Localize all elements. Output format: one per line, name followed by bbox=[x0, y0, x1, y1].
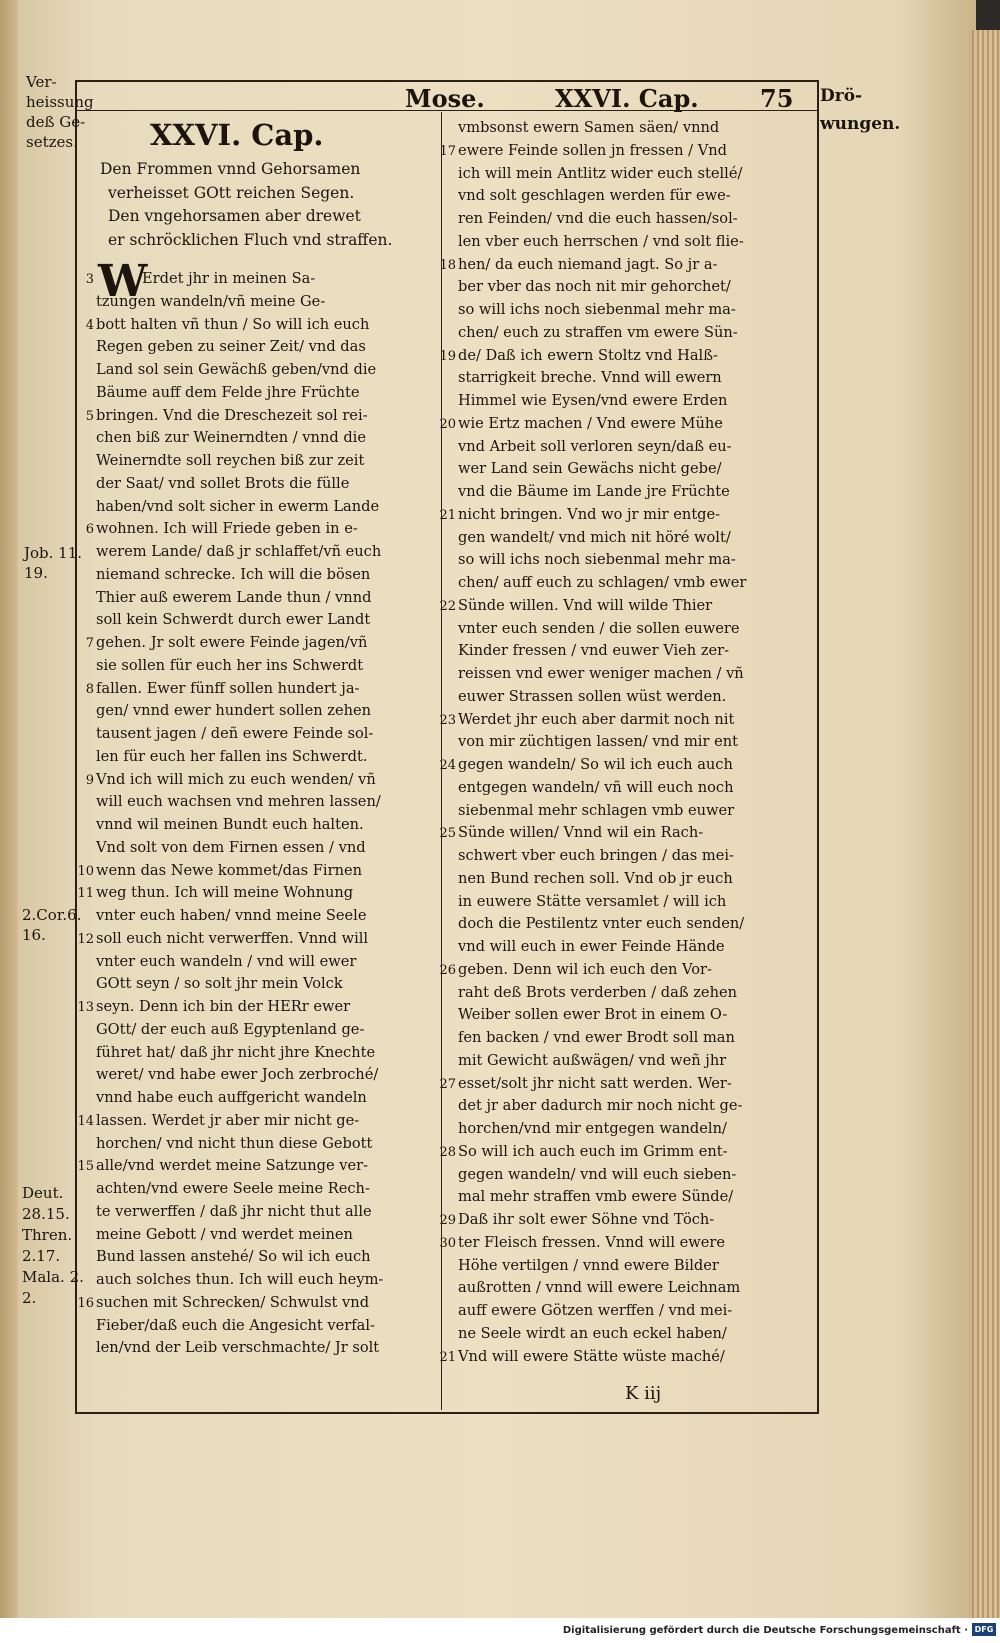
right-line: vnd Arbeit soll verloren seyn/daß eu- bbox=[458, 437, 732, 455]
left-line: will euch wachsen vnd mehren lassen/ bbox=[96, 793, 381, 811]
left-line: Weinerndte soll reychen biß zur zeit bbox=[96, 452, 365, 469]
right-line: siebenmal mehr schlagen vmb euwer bbox=[458, 801, 735, 819]
verse-number: 24 bbox=[439, 758, 456, 773]
left-line: bringen. Vnd die Dreschezeit sol rei- bbox=[96, 406, 368, 424]
left-line: horchen/ vnd nicht thun diese Gebott bbox=[96, 1134, 373, 1152]
verse-number: 8 bbox=[85, 681, 94, 697]
right-line: ren Feinden/ vnd die euch hassen/sol- bbox=[458, 210, 738, 227]
right-line: mal mehr straffen vmb ewere Sünde/ bbox=[458, 1188, 734, 1206]
left-line: soll euch nicht verwerffen. Vnnd will bbox=[96, 929, 369, 947]
verse-number: 11 bbox=[77, 886, 94, 902]
verse-number: 7 bbox=[85, 636, 94, 651]
right-line: hen/ da euch niemand jagt. So jr a- bbox=[458, 255, 718, 273]
right-line: det jr aber dadurch mir noch nicht ge- bbox=[458, 1097, 743, 1115]
summary-line: verheisset GOtt reichen Segen. bbox=[108, 183, 355, 202]
left-line: haben/vnd solt sicher in ewerm Lande bbox=[96, 497, 380, 515]
left-line: niemand schrecke. Ich will die bösen bbox=[96, 565, 371, 583]
verse-number: 10 bbox=[77, 863, 94, 879]
verse-number: 22 bbox=[439, 598, 456, 614]
chapter-summary bbox=[100, 158, 430, 252]
margin-ref-job: Job. 11. 19. bbox=[24, 544, 83, 582]
left-line: meine Gebott / vnd werdet meinen bbox=[96, 1225, 353, 1243]
right-line: gegen wandeln/ So wil ich euch auch bbox=[458, 756, 733, 773]
left-line: lassen. Werdet jr aber mir nicht ge- bbox=[96, 1111, 360, 1129]
right-line: auff ewere Götzen werffen / vnd mei- bbox=[458, 1302, 733, 1319]
left-line: tausent jagen / deñ ewere Feinde sol- bbox=[96, 725, 374, 742]
right-line: in euwere Stätte versamlet / will ich bbox=[458, 892, 727, 910]
chapter-title: XXVI. Cap. bbox=[150, 118, 324, 152]
left-line: wohnen. Ich will Friede geben in e- bbox=[96, 520, 358, 538]
margin-ref-deuteronomy: Deut. 28.15. Thren. 2.17. Mala. 2. 2. bbox=[22, 1184, 84, 1307]
left-line: vnnd habe euch auffgericht wandeln bbox=[96, 1089, 367, 1106]
left-line: achten/vnd ewere Seele meine Rech- bbox=[96, 1180, 370, 1197]
right-line: wie Ertz machen / Vnd ewere Mühe bbox=[458, 414, 723, 432]
left-line: führet hat/ daß jhr nicht jhre Knechte bbox=[96, 1043, 376, 1061]
right-line: außrotten / vnnd will ewere Leichnam bbox=[458, 1279, 741, 1297]
left-line: der Saat/ vnd sollet Brots die fülle bbox=[96, 474, 350, 492]
left-line: sie sollen für euch her ins Schwerdt bbox=[96, 656, 364, 674]
right-line: vmbsonst ewern Samen säen/ vnnd bbox=[458, 119, 720, 136]
verse-number: 21 bbox=[439, 1349, 456, 1365]
verse-number: 19 bbox=[439, 348, 456, 364]
right-line: Daß ihr solt ewer Söhne vnd Töch- bbox=[458, 1211, 715, 1228]
right-line: doch die Pestilentz vnter euch senden/ bbox=[458, 915, 745, 933]
left-line: Regen geben zu seiner Zeit/ vnd das bbox=[96, 338, 366, 356]
left-line: len/vnd der Leib verschmachte/ Jr solt bbox=[96, 1339, 380, 1357]
verse-number: 23 bbox=[439, 712, 456, 728]
right-line: nicht bringen. Vnd wo jr mir entge- bbox=[458, 505, 721, 523]
right-line: starrigkeit breche. Vnnd will ewern bbox=[458, 369, 722, 387]
left-line: seyn. Denn ich bin der HERr ewer bbox=[96, 998, 351, 1015]
verse-number: 29 bbox=[439, 1213, 456, 1228]
right-line: Sünde willen/ Vnnd wil ein Rach- bbox=[458, 824, 704, 842]
left-line: soll kein Schwerdt durch ewer Landt bbox=[96, 611, 371, 629]
left-line: auch solches thun. Ich will euch heym- bbox=[96, 1271, 384, 1288]
right-line: Vnd will ewere Stätte wüste maché/ bbox=[458, 1347, 725, 1365]
right-line: entgegen wandeln/ vñ will euch noch bbox=[458, 778, 734, 796]
left-line: len für euch her fallen ins Schwerdt. bbox=[96, 747, 368, 765]
verse-number: 3 bbox=[85, 272, 94, 287]
right-line: wer Land sein Gewächs nicht gebe/ bbox=[458, 460, 722, 478]
right-line: von mir züchtigen lassen/ vnd mir ent bbox=[458, 733, 738, 751]
verse-number: 28 bbox=[439, 1144, 456, 1160]
right-line: horchen/vnd mir entgegen wandeln/ bbox=[458, 1120, 727, 1137]
right-line: gegen wandeln/ vnd will euch sieben- bbox=[458, 1165, 737, 1183]
right-line: so will ichs noch siebenmal mehr ma- bbox=[458, 551, 736, 569]
left-line: Fieber/daß euch die Angesicht verfal- bbox=[96, 1316, 375, 1334]
verse-number: 17 bbox=[439, 143, 456, 159]
right-page-stack bbox=[972, 30, 1000, 1620]
verse-number: 13 bbox=[77, 1000, 94, 1015]
left-line: Thier auß ewerem Lande thun / vnnd bbox=[96, 588, 372, 606]
verse-number: 5 bbox=[85, 408, 94, 424]
summary-line: Den vngehorsamen aber drewet bbox=[108, 207, 361, 225]
right-line: ter Fleisch fressen. Vnnd will ewere bbox=[458, 1233, 726, 1251]
left-line: gehen. Jr solt ewere Feinde jagen/vñ bbox=[96, 634, 368, 651]
left-line: werem Lande/ daß jr schlaffet/vñ euch bbox=[96, 543, 382, 560]
margin-ref-corinthians: 2.Cor.6. 16. bbox=[22, 906, 82, 944]
left-line: Bund lassen anstehé/ So wil ich euch bbox=[96, 1248, 371, 1266]
verse-number: 15 bbox=[77, 1159, 94, 1175]
right-line: Himmel wie Eysen/vnd ewere Erden bbox=[458, 392, 728, 409]
verse-number: 20 bbox=[439, 416, 456, 432]
verse-number: 9 bbox=[85, 772, 94, 788]
summary-line: Den Frommen vnnd Gehorsamen bbox=[100, 160, 361, 178]
right-line: ber vber das noch nit mir gehorchet/ bbox=[458, 278, 731, 296]
right-line: de/ Daß ich ewern Stoltz vnd Halß- bbox=[458, 346, 718, 364]
verse-number: 16 bbox=[77, 1295, 94, 1311]
verse-number: 12 bbox=[77, 931, 94, 947]
left-line: weret/ vnd habe ewer Joch zerbroché/ bbox=[96, 1066, 379, 1084]
left-line: te verwerffen / daß jhr nicht thut alle bbox=[96, 1202, 372, 1220]
right-line: gen wandelt/ vnd mich nit höré wolt/ bbox=[458, 528, 731, 546]
left-line: bott halten vñ thun / So will ich euch bbox=[96, 315, 370, 333]
right-line: Weiber sollen ewer Brot in einem O- bbox=[458, 1006, 728, 1024]
verse-number: 30 bbox=[439, 1235, 456, 1251]
right-line: ne Seele wirdt an euch eckel haben/ bbox=[458, 1324, 727, 1342]
right-line: fen backen / vnd ewer Brodt soll man bbox=[458, 1029, 735, 1046]
right-line: chen/ auff euch zu schlagen/ vmb ewer bbox=[458, 574, 747, 591]
left-line: tzungen wandeln/vñ meine Ge- bbox=[96, 292, 326, 310]
right-line: Kinder fressen / vnd euwer Vieh zer- bbox=[458, 642, 730, 660]
right-line: vnter euch senden / die sollen euwere bbox=[458, 619, 740, 637]
right-line: nen Bund rechen soll. Vnd ob jr euch bbox=[458, 869, 733, 887]
right-line: so will ichs noch siebenmal mehr ma- bbox=[458, 301, 736, 318]
left-line: alle/vnd werdet meine Satzunge ver- bbox=[96, 1157, 369, 1175]
right-line: esset/solt jhr nicht satt werden. Wer- bbox=[458, 1074, 732, 1092]
left-line: GOtt/ der euch auß Egyptenland ge- bbox=[96, 1020, 365, 1038]
left-line: fallen. Ewer fünff sollen hundert ja- bbox=[96, 679, 360, 697]
right-line: Höhe vertilgen / vnnd ewere Bilder bbox=[458, 1256, 719, 1274]
left-line: Bäume auff dem Felde jhre Früchte bbox=[96, 383, 360, 401]
running-head-book: Mose. bbox=[405, 84, 485, 113]
running-head-chapter: XXVI. Cap. bbox=[555, 84, 699, 113]
right-line: chen/ euch zu straffen vm ewere Sün- bbox=[458, 323, 738, 341]
margin-note-verheissung: Ver- heissung deß Ge- setzes. bbox=[26, 73, 94, 151]
verse-number: 18 bbox=[439, 257, 456, 273]
verse-number: 26 bbox=[439, 962, 456, 978]
right-line: ich will mein Antlitz wider euch stellé/ bbox=[458, 164, 743, 182]
verse-number: 25 bbox=[439, 826, 456, 842]
left-line: Land sol sein Gewächß geben/vnd die bbox=[96, 361, 377, 378]
verse-number: 14 bbox=[77, 1113, 94, 1129]
right-line: ewere Feinde sollen jn fressen / Vnd bbox=[458, 141, 728, 159]
right-line: geben. Denn wil ich euch den Vor- bbox=[458, 960, 712, 978]
left-line: suchen mit Schrecken/ Schwulst vnd bbox=[96, 1293, 370, 1311]
right-line: len vber euch herrschen / vnd solt flie- bbox=[458, 232, 744, 250]
right-line: mit Gewicht außwägen/ vnd weñ jhr bbox=[458, 1051, 727, 1069]
verse-number: 6 bbox=[85, 522, 94, 538]
summary-line: er schröcklichen Fluch vnd straffen. bbox=[108, 230, 393, 249]
left-line: gen/ vnnd ewer hundert sollen zehen bbox=[96, 702, 372, 720]
left-line: Vnd solt von dem Firnen essen / vnd bbox=[96, 838, 366, 856]
left-line: vnter euch haben/ vnnd meine Seele bbox=[96, 907, 367, 924]
right-line: euwer Strassen sollen wüst werden. bbox=[458, 687, 727, 705]
dfg-logo-icon: DFG bbox=[972, 1623, 996, 1636]
right-line: So will ich auch euch im Grimm ent- bbox=[458, 1142, 728, 1160]
left-line: Erdet jhr in meinen Sa- bbox=[142, 270, 316, 287]
right-line: raht deß Brots verderben / daß zehen bbox=[458, 983, 737, 1001]
verse-number: 27 bbox=[439, 1076, 456, 1092]
right-line: Sünde willen. Vnd will wilde Thier bbox=[458, 596, 713, 614]
left-line: vnter euch wandeln / vnd will ewer bbox=[96, 952, 357, 970]
left-line: weg thun. Ich will meine Wohnung bbox=[96, 884, 354, 902]
right-line: reissen vnd ewer weniger machen / vñ bbox=[458, 665, 744, 682]
left-line: wenn das Newe kommet/das Firnen bbox=[96, 861, 363, 879]
left-line: Vnd ich will mich zu euch wenden/ vñ bbox=[96, 770, 376, 788]
signature-mark: K iij bbox=[625, 1383, 662, 1404]
right-line: vnd will euch in ewer Feinde Hände bbox=[458, 938, 725, 955]
decorated-initial: W bbox=[98, 256, 148, 307]
footer-credit: Digitalisierung gefördert durch die Deutsche Forschungsgemeinschaft · bbox=[562, 1625, 968, 1636]
right-line: Werdet jhr euch aber darmit noch nit bbox=[458, 710, 735, 728]
right-line: vnd die Bäume im Lande jre Früchte bbox=[458, 483, 730, 500]
left-line: vnnd wil meinen Bundt euch halten. bbox=[96, 816, 364, 833]
margin-note-droewungen: Drö- wungen. bbox=[820, 86, 901, 134]
right-line: schwert vber euch bringen / das mei- bbox=[458, 847, 734, 864]
verse-number: 4 bbox=[85, 317, 94, 333]
verse-number: 21 bbox=[439, 507, 456, 523]
folio-number: 75 bbox=[760, 84, 794, 113]
left-line: chen biß zur Weinerndten / vnnd die bbox=[96, 429, 366, 447]
left-line: GOtt seyn / so solt jhr mein Volck bbox=[96, 975, 343, 993]
right-line: vnd solt geschlagen werden für ewe- bbox=[458, 187, 731, 205]
